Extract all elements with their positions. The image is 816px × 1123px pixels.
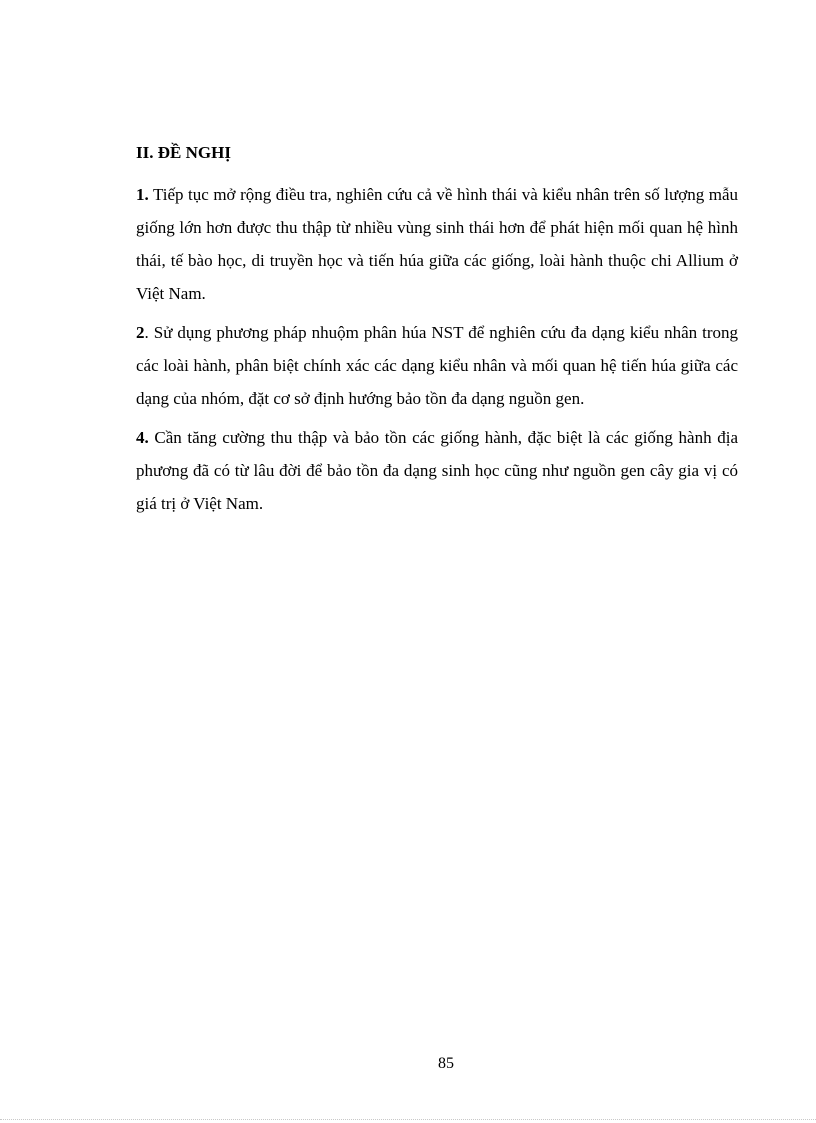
page-number: 85 [438, 1055, 454, 1072]
paragraph-1-text: Tiếp tục mở rộng điều tra, nghiên cứu cả về hình thái và kiểu nhân trên số lượng mẫu giống lớn hơn được thu thập từ nhiều vùng sinh thái hơn để phát hiện mối quan hệ hình thái, tế bào học, di truyền học và tiến húa giữa các giống, loài hành thuộc chi Allium ở Việt Nam. [136, 185, 738, 303]
section-heading: II. ĐỀ NGHỊ [136, 143, 231, 162]
bottom-divider [0, 1119, 816, 1120]
page-content [136, 142, 738, 526]
paragraph-1-number: 1. [136, 185, 149, 204]
paragraph-2 [136, 316, 738, 415]
paragraph-2-number: 2 [136, 323, 145, 342]
paragraph-1 [136, 178, 738, 310]
paragraph-2-text: . Sử dụng phương pháp nhuộm phân húa NST để nghiên cứu đa dạng kiểu nhân trong các loài hành, phân biệt chính xác các dạng kiểu nhân và mối quan hệ tiến húa giữa các dạng của nhóm, đặt cơ sở định hướng bảo tồn đa dạng nguồn gen. [136, 323, 738, 408]
paragraph-3 [136, 421, 738, 520]
paragraph-3-number: 4. [136, 428, 149, 447]
paragraph-3-text: Cần tăng cường thu thập và bảo tồn các giống hành, đặc biệt là các giống hành địa phương đã có từ lâu đời để bảo tồn đa dạng sinh học cũng như nguồn gen cây gia vị có giá trị ở Việt Nam. [136, 428, 738, 513]
